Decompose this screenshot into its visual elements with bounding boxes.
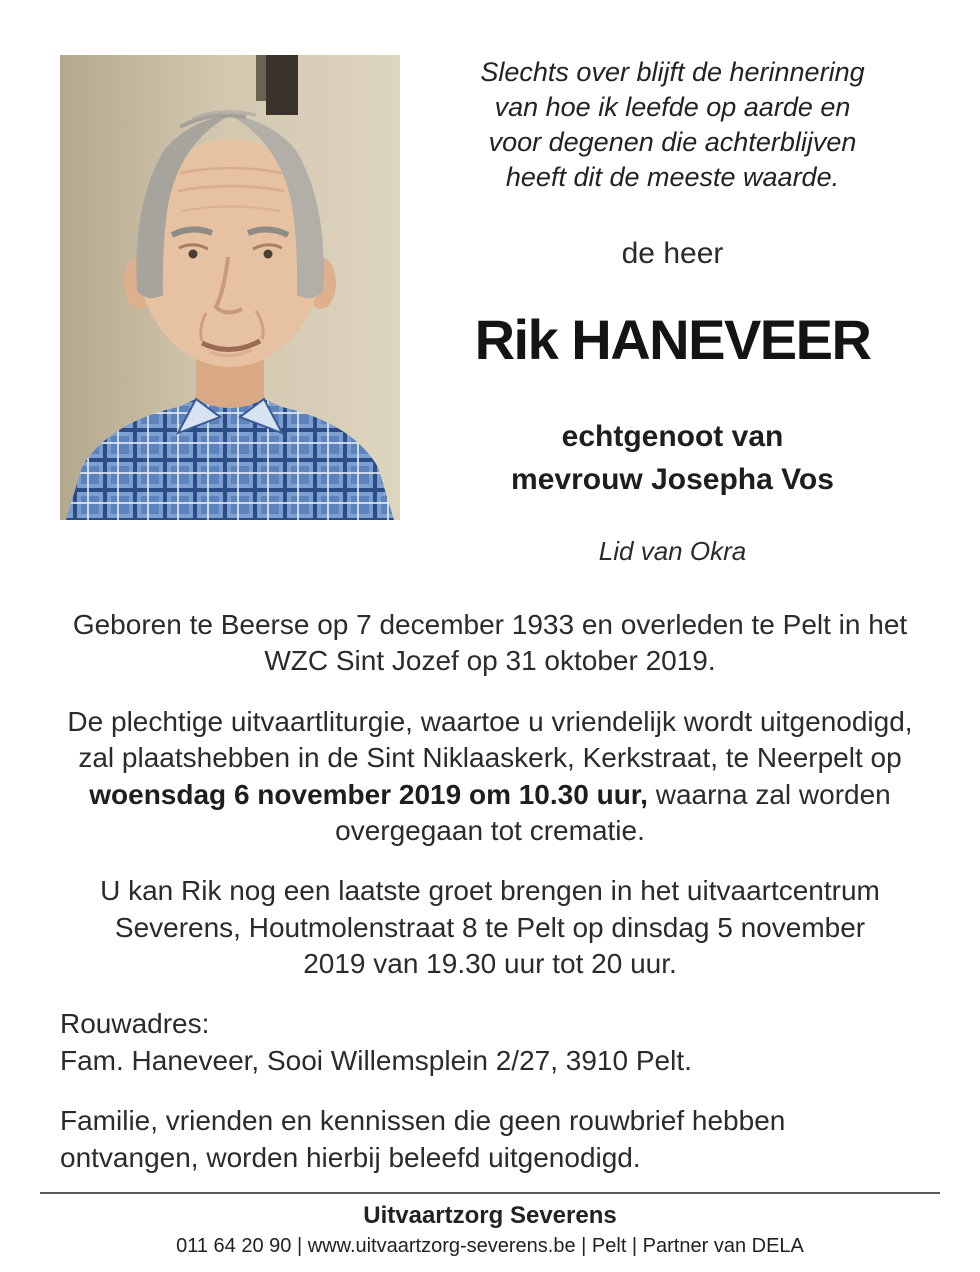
quote-line: heeft dit de meeste waarde.: [505, 162, 840, 193]
header-text-column: [400, 55, 920, 567]
service-text-after: waarna zal worden overgegaan tot crematie.: [335, 778, 891, 846]
relation-line: echtgenoot van: [561, 419, 784, 453]
membership-line: Lid van Okra: [598, 535, 747, 566]
service-datetime-bold: woensdag 6 november 2019 om 10.30 uur,: [89, 778, 648, 810]
memorial-quote: [425, 55, 920, 195]
invitation-paragraph: Familie, vrienden en kennissen die geen rouwbrief hebben ontvangen, worden hierbij beleefd uitgenodigd.: [60, 1105, 786, 1173]
spouse-name: mevrouw Josepha Vos: [511, 463, 834, 497]
service-text-before: De plechtige uitvaartliturgie, waartoe u vriendelijk wordt uitgenodigd, zal plaatshebben in de Sint Niklaaskerk, Kerkstraat, te Neerpelt op: [67, 705, 913, 774]
mourning-address-label: Rouwadres:: [60, 1008, 210, 1040]
viewing-paragraph: U kan Rik nog een laatste groet brengen in het uitvaartcentrum Severens, Houtmolenstraat 8 te Pelt op dinsdag 5 november 2019 van 19.30 uur tot 20 uur.: [100, 875, 880, 980]
salutation-text: de heer: [621, 237, 724, 271]
portrait-photo: [60, 55, 400, 520]
announcement-body: [60, 607, 920, 1176]
footer: [40, 1192, 940, 1258]
mourning-address-block: [60, 1006, 920, 1079]
birth-death-paragraph: Geboren te Beerse op 7 december 1933 en overleden te Pelt in het WZC Sint Jozef op 31 oktober 2019.: [72, 608, 908, 677]
funeral-service-paragraph: [60, 704, 920, 850]
funeral-home-name: Uitvaartzorg Severens: [363, 1202, 617, 1229]
header-section: [60, 55, 920, 567]
relation-block: [425, 415, 920, 502]
funeral-home-contact: 011 64 20 90 | www.uitvaartzorg-severens.be | Pelt | Partner van DELA: [176, 1235, 804, 1257]
quote-line: van hoe ik leefde op aarde en: [494, 92, 851, 123]
quote-line: Slechts over blijft de herinnering: [480, 57, 865, 87]
deceased-name: Rik HANEVEER: [474, 308, 871, 372]
quote-line: voor degenen die achterblijven: [488, 127, 857, 158]
mourning-address-value: Fam. Haneveer, Sooi Willemsplein 2/27, 3910 Pelt.: [60, 1044, 692, 1076]
portrait-image: [60, 55, 400, 520]
footer-divider: [40, 1192, 940, 1194]
